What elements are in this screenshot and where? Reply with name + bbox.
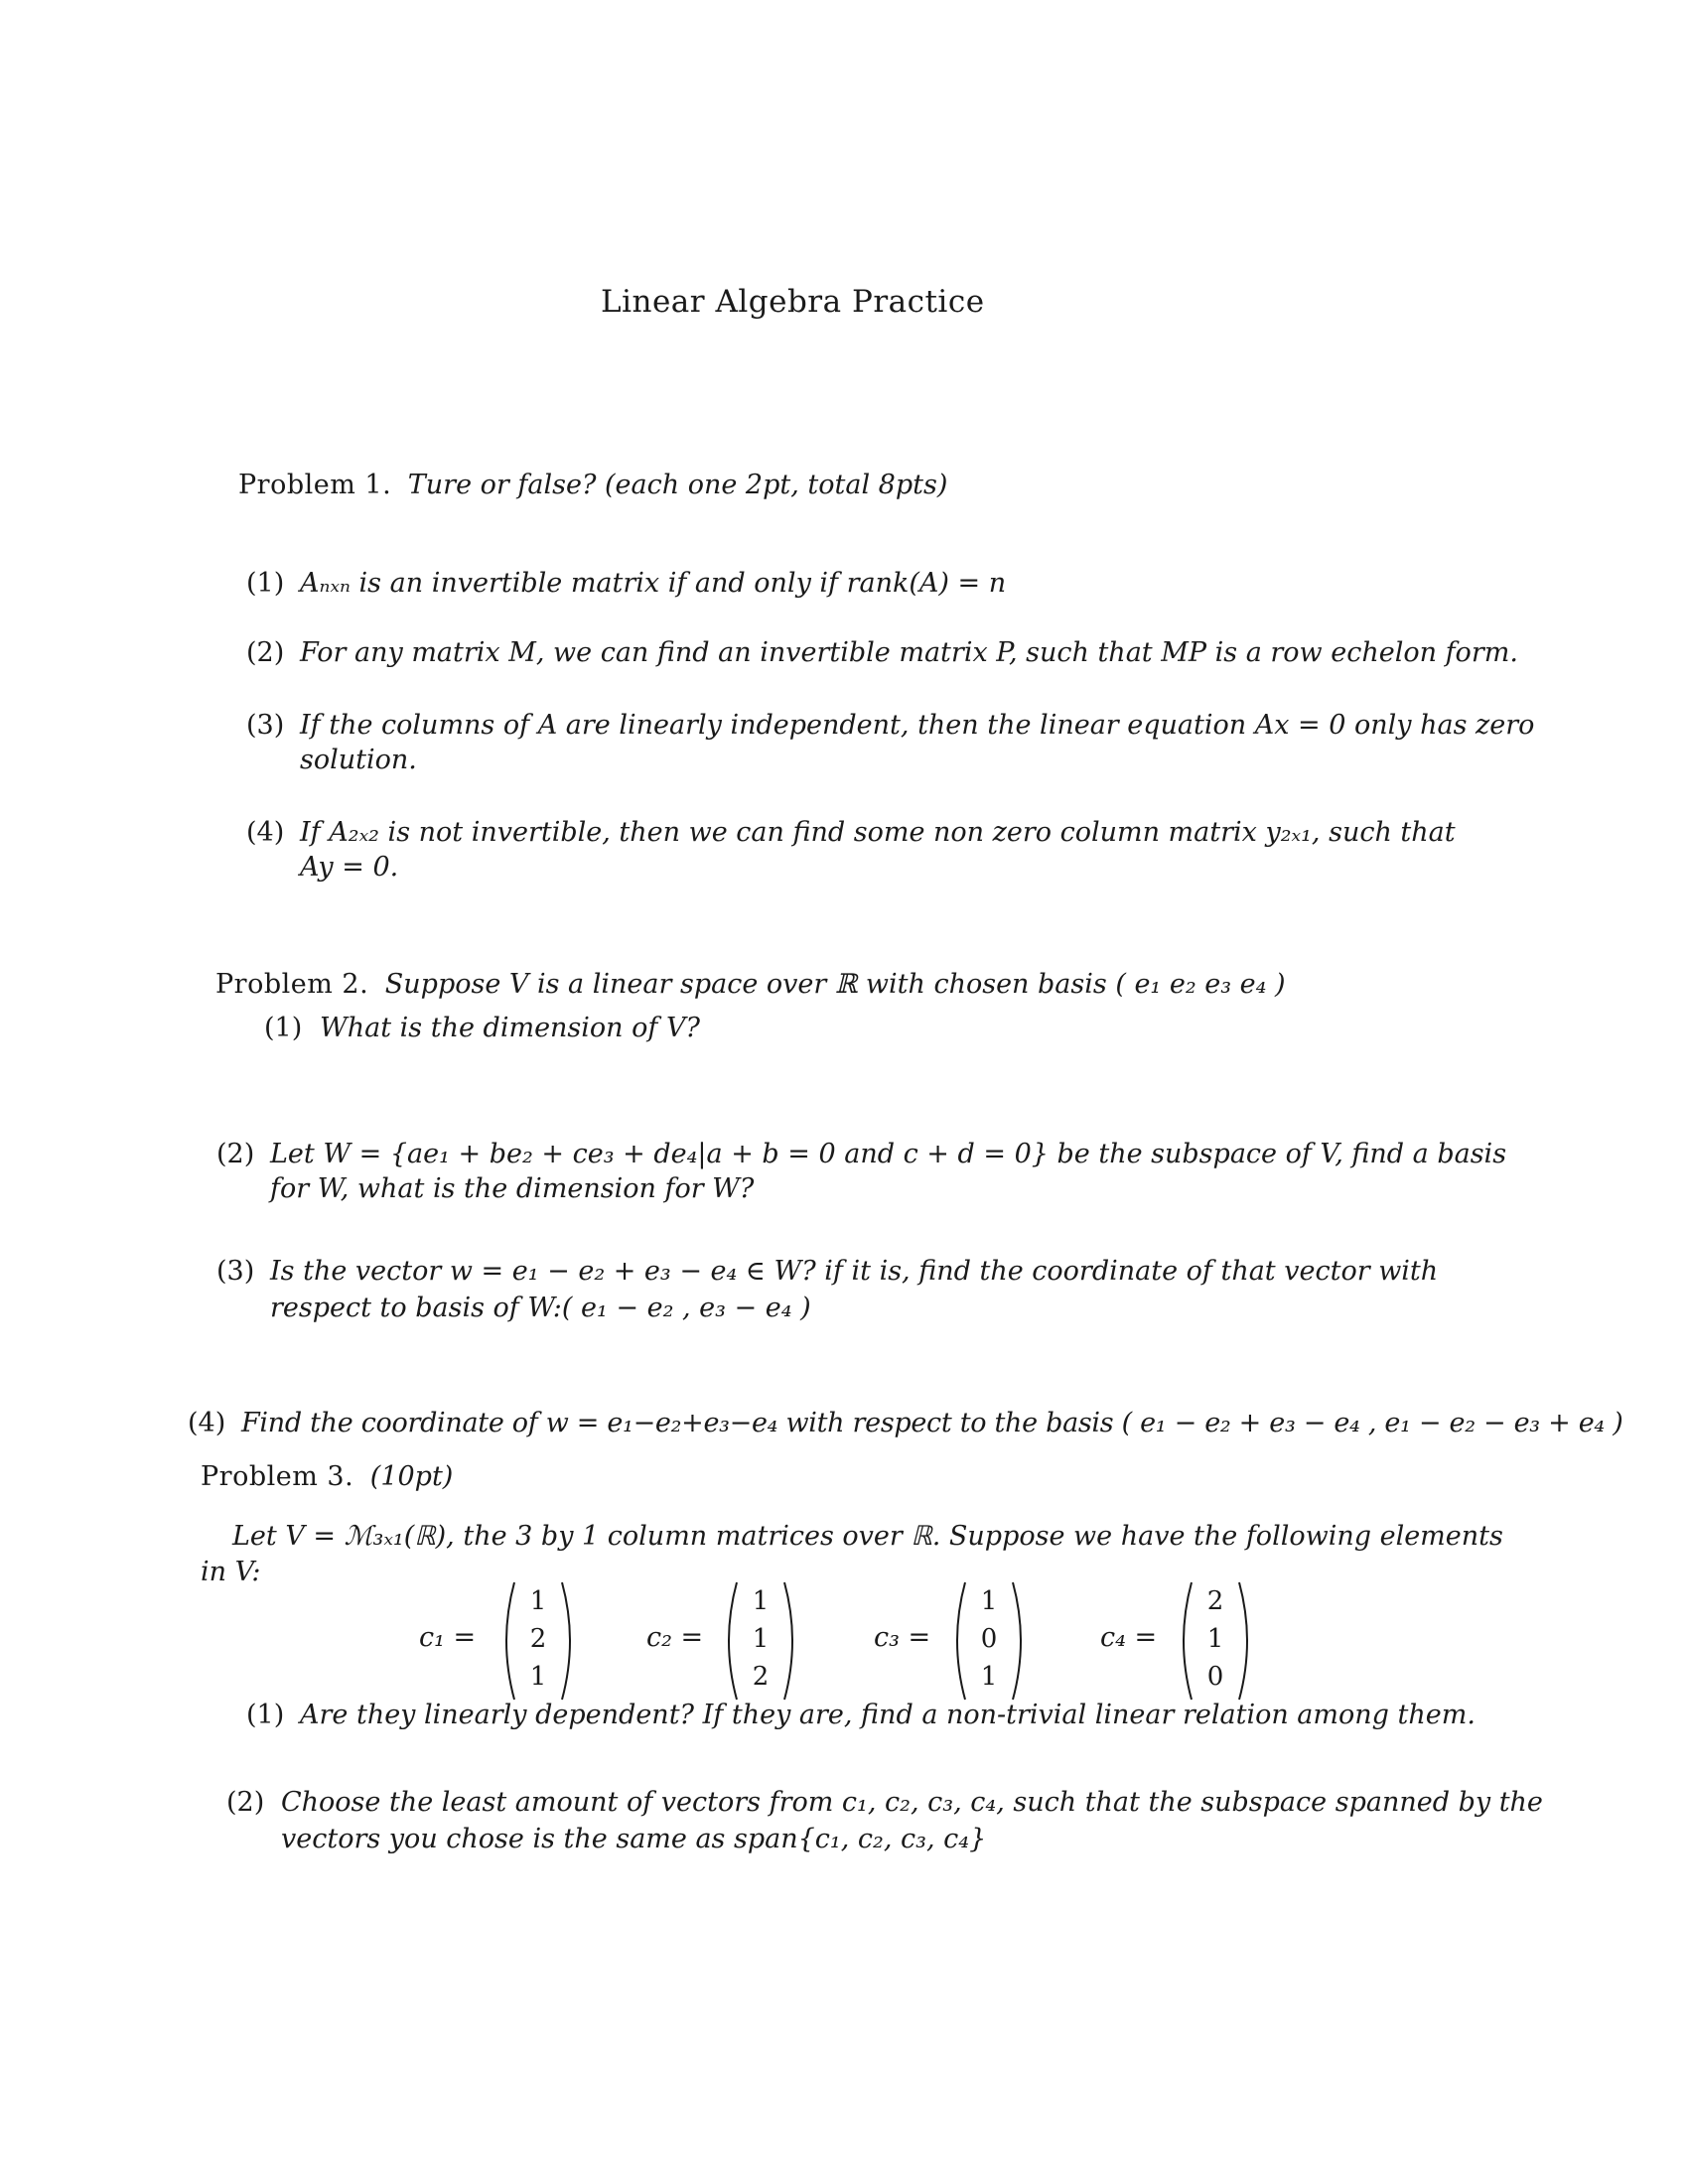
problem-3-label: Problem 3.: [201, 1461, 354, 1492]
p2-q4-number: (4): [188, 1408, 226, 1438]
problem-1-label: Problem 1.: [238, 470, 392, 500]
vector-c3-label: c₃ =: [874, 1622, 931, 1653]
vector-c1-entry: 1: [529, 1586, 547, 1616]
p1-item-3-number: (3): [246, 710, 285, 741]
vector-c2: [723, 1578, 798, 1704]
p1-item-3-line-2: solution.: [300, 745, 417, 775]
p3-intro-line-2: in V:: [201, 1557, 261, 1587]
vector-c4-entry: 0: [1206, 1662, 1224, 1692]
p1-item-4-number: (4): [246, 817, 285, 848]
page-title: Linear Algebra Practice: [601, 284, 985, 320]
p2-q3-line-1: Is the vector w = e₁ − e₂ + e₃ − e₄ ∈ W? if it is, find the coordinate of that vector with: [270, 1256, 1439, 1287]
problem-3-heading: [201, 1459, 453, 1495]
vector-c4-label: c₄ =: [1100, 1622, 1158, 1653]
vector-c3-entry: 0: [980, 1624, 998, 1654]
p3-q2-line-1: Choose the least amount of vectors from c₁, c₂, c₃, c₄, such that the subspace spanned by the: [281, 1787, 1543, 1818]
vector-c1-label: c₁ =: [419, 1622, 477, 1653]
p2-q4-text: Find the coordinate of w = e₁−e₂+e₃−e₄ with respect to the basis ( e₁ − e₂ + e₃ − e₄ , e₁ − e₂ − e₃ + e₄ ): [241, 1408, 1623, 1438]
vector-c2-entry: 2: [752, 1662, 770, 1692]
problem-1-prompt: Ture or false? (each one 2pt, total 8pts): [407, 470, 948, 500]
p2-q1-text: What is the dimension of V?: [320, 1013, 700, 1043]
p3-q1-text: Are they linearly dependent? If they are, find a non-trivial linear relation among them.: [300, 1700, 1476, 1730]
p2-q1-number: (1): [264, 1013, 303, 1043]
p3-q2-line-2: vectors you chose is the same as span{c₁, c₂, c₃, c₄}: [281, 1824, 987, 1854]
p1-item-4-line-2: Ay = 0.: [300, 852, 399, 883]
vector-c1-entry: 2: [529, 1624, 547, 1654]
vector-c2-entry: 1: [752, 1624, 770, 1654]
vector-c3-entry: 1: [980, 1662, 998, 1692]
p2-q3-line-2: respect to basis of W:( e₁ − e₂ , e₃ − e₄ ): [270, 1293, 811, 1323]
p3-q2-number: (2): [226, 1787, 265, 1818]
problem-2-label: Problem 2.: [215, 969, 369, 1000]
p1-item-4-line-1: If A₂ₓ₂ is not invertible, then we can find some non zero column matrix y₂ₓ₁, such that: [300, 817, 1456, 848]
p2-q3-number: (3): [216, 1256, 255, 1287]
p3-intro-line-1: Let V = ℳ₃ₓ₁(ℝ), the 3 by 1 column matrices over ℝ. Suppose we have the following elements: [232, 1521, 1503, 1552]
vector-c1-entry: 1: [529, 1662, 547, 1692]
p1-item-3-line-1: If the columns of A are linearly independent, then the linear equation Ax = 0 only has zero: [300, 710, 1535, 741]
problem-1-heading: [238, 468, 947, 503]
p2-q2-line-1: Let W = {ae₁ + be₂ + ce₃ + de₄|a + b = 0 and c + d = 0} be the subspace of V, find a basis: [270, 1139, 1507, 1169]
p1-item-2-text: For any matrix M, we can find an invertible matrix P, such that MP is a row echelon form.: [300, 637, 1518, 668]
problem-3-points: (10pt): [369, 1461, 454, 1492]
problem-2-heading: [215, 967, 1286, 1003]
p2-q2-number: (2): [216, 1139, 255, 1169]
vector-c3: [951, 1578, 1027, 1704]
vector-c2-entry: 1: [752, 1586, 770, 1616]
p1-item-1-text: Aₙₓₙ is an invertible matrix if and only if rank(A) = n: [300, 568, 1007, 599]
p3-q1-number: (1): [246, 1700, 285, 1730]
vector-c1: [500, 1578, 576, 1704]
p2-q2-line-2: for W, what is the dimension for W?: [270, 1173, 755, 1204]
vector-c4: [1178, 1578, 1253, 1704]
p1-item-2-number: (2): [246, 637, 285, 668]
vector-c3-entry: 1: [980, 1586, 998, 1616]
vector-c4-entry: 2: [1206, 1586, 1224, 1616]
vector-c2-label: c₂ =: [646, 1622, 704, 1653]
p1-item-1-number: (1): [246, 568, 285, 599]
problem-2-prompt: Suppose V is a linear space over ℝ with chosen basis ( e₁ e₂ e₃ e₄ ): [384, 969, 1286, 1000]
vector-c4-entry: 1: [1206, 1624, 1224, 1654]
